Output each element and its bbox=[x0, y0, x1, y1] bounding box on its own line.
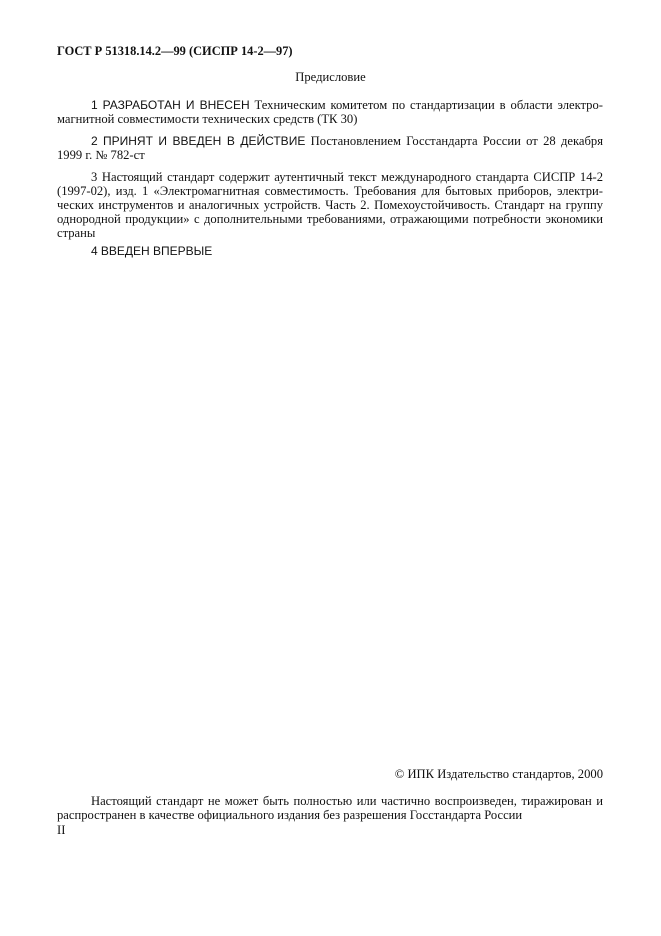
p1-line2: магнитной совместимости технических средств (ТК 30) bbox=[57, 112, 358, 126]
p3-line4: однородной продукции» с дополнительными требованиями, отражающими потребности экономики bbox=[57, 212, 603, 226]
p2-line1: Постановлением Госстандарта России от 28 декабря bbox=[310, 134, 603, 148]
p3-line5: страны bbox=[57, 226, 96, 240]
p2-line2: 1999 г. № 782-ст bbox=[57, 148, 145, 162]
p3-line3: ческих инструментов и аналогичных устройств. Часть 2. Помехоустойчивость. Стандарт на группу bbox=[57, 198, 603, 212]
paragraph-4 bbox=[57, 244, 603, 258]
notice-line1: Настоящий стандарт не может быть полностью или частично воспроизведен, тиражирован и bbox=[91, 794, 603, 808]
paragraph-2 bbox=[57, 134, 603, 162]
p1-lead: РАЗРАБОТАН И ВНЕСЕН bbox=[102, 98, 250, 112]
p1-number: 1 bbox=[91, 98, 98, 112]
p4-lead: ВВЕДЕН ВПЕРВЫЕ bbox=[100, 244, 213, 258]
p3-line2: (1997-02), изд. 1 «Электромагнитная совместимость. Требования для бытовых приборов, электри- bbox=[57, 184, 603, 198]
copyright: © ИПК Издательство стандартов, 2000 bbox=[394, 767, 603, 781]
notice-line2: распространен в качестве официального издания без разрешения Госстандарта России bbox=[57, 808, 523, 822]
page-number: II bbox=[57, 823, 66, 837]
p1-line1: Техническим комитетом по стандартизации в области электро- bbox=[254, 98, 603, 112]
p4-number: 4 bbox=[91, 244, 98, 258]
document-header: ГОСТ Р 51318.14.2—99 (СИСПР 14-2—97) bbox=[57, 44, 293, 58]
paragraph-3 bbox=[57, 170, 603, 240]
section-title: Предисловие bbox=[295, 70, 366, 84]
p2-number: 2 bbox=[91, 134, 98, 148]
reproduction-notice bbox=[57, 794, 603, 822]
p2-lead: ПРИНЯТ И ВВЕДЕН В ДЕЙСТВИЕ bbox=[103, 134, 306, 148]
paragraph-1 bbox=[57, 98, 603, 126]
p3-line1: 3 Настоящий стандарт содержит аутентичный текст международного стандарта СИСПР 14-2 bbox=[91, 170, 603, 184]
